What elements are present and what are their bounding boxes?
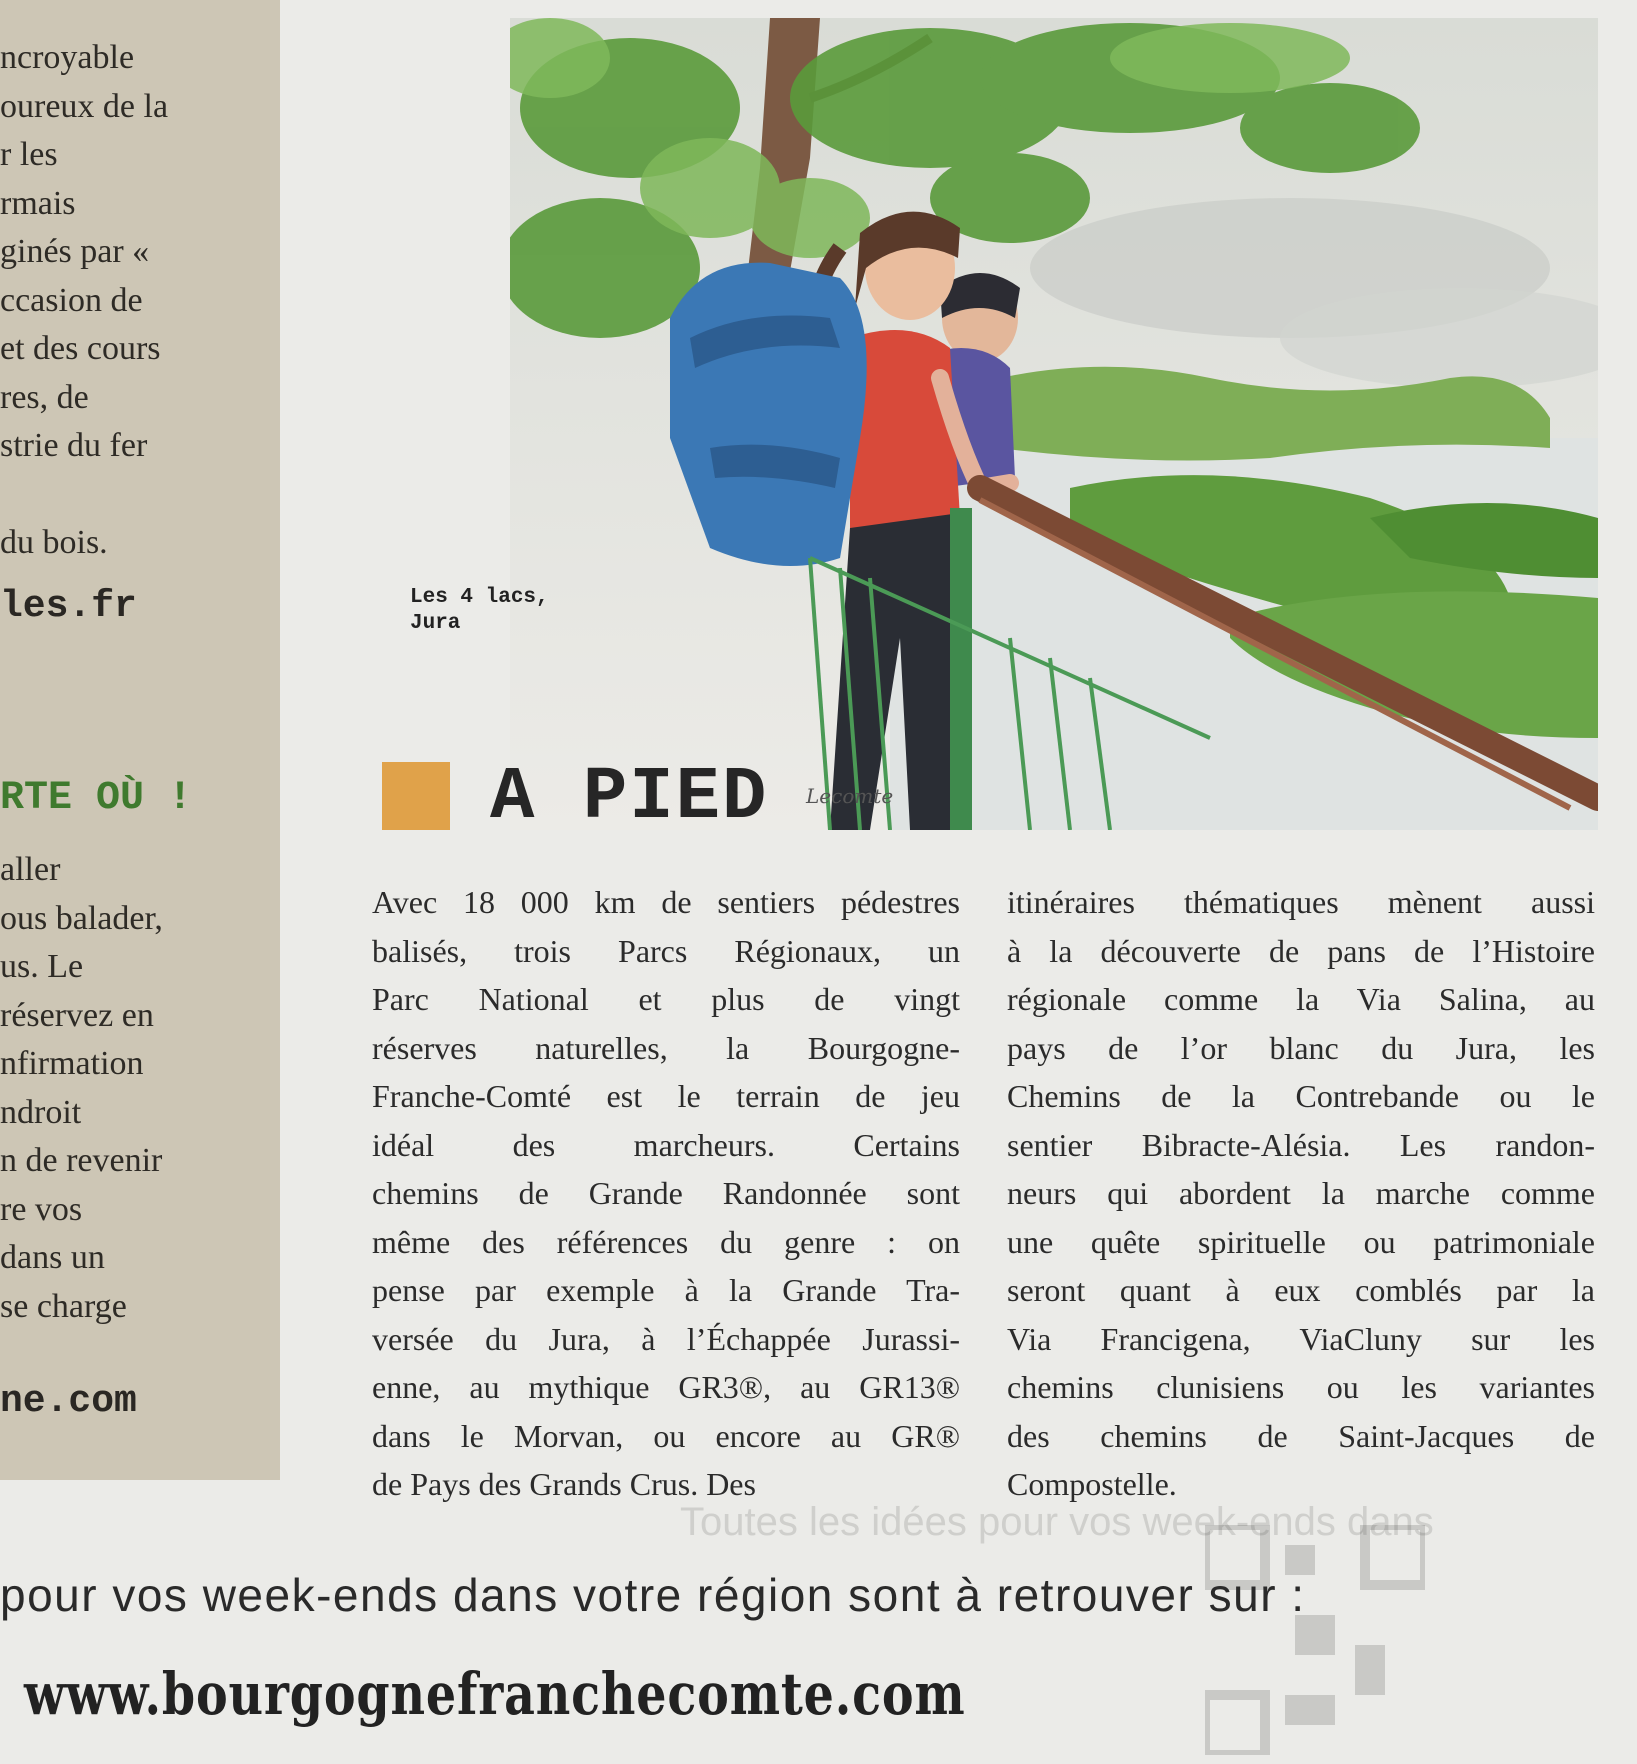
text-line: une quête spirituelle ou patrimoniale [1007,1223,1595,1260]
artist-signature: Lecomte [806,784,894,808]
article-heading: A PIED [490,756,769,840]
text-line: à la découverte de pans de l’Histoire [1007,932,1595,969]
text-line: oureux de la [0,87,169,125]
text-line: du bois. [0,524,108,561]
text-line: ndroit [0,1093,82,1131]
text-line [0,471,280,520]
text-line: Via Francigena, ViaCluny sur les [1007,1320,1595,1357]
hikers-illustration [510,18,1598,830]
text-line: chemins de Grande Randonnée sont [372,1175,960,1211]
text-line: res, de [0,378,89,416]
text-line: se charge [0,1287,127,1325]
text-line: ginés par « [0,233,150,270]
text-line: rmais [0,184,76,222]
text-line: neurs qui abordent la marche comme [1007,1175,1595,1211]
text-line: dans un [0,1239,105,1276]
caption-line-1: Les 4 lacs, [410,586,549,609]
text-line: Franche-Comté est le terrain de jeu [372,1078,960,1114]
sidebar-text-bottom [0,846,280,1331]
text-line: Chemins de la Contrebande ou le [1007,1078,1595,1114]
text-line: de Pays des Grands Crus. Des [372,1466,756,1502]
sidebar-url-bottom: ne.com [0,1380,137,1423]
footer-tagline: pour vos week-ends dans votre région sont à retrouver sur : [0,1569,1306,1621]
text-line: dans le Morvan, ou encore au GR® [372,1417,960,1454]
text-line: itinéraires thématiques mènent aussi [1007,884,1595,920]
text-line: ous balader, [0,899,163,937]
text-line: r les [0,136,58,173]
text-line: réservez en [0,996,154,1034]
caption-line-2: Jura [410,612,461,635]
qr-code-ghost [1205,1525,1425,1755]
text-line: même des références du genre : on [372,1223,960,1260]
footer-website: www.bourgognefranchecomte.com [24,1660,966,1728]
text-line: nfirmation [0,1045,144,1082]
text-line: ncroyable [0,39,135,76]
article-column-1 [372,878,960,1509]
text-line: chemins clunisiens ou les variantes [1007,1369,1595,1405]
text-line: re vos [0,1190,83,1228]
text-line: us. Le [0,948,84,985]
sidebar-panel [0,0,280,1480]
text-line: seront quant à eux comblés par la [1007,1272,1595,1308]
text-line: aller [0,851,61,888]
bleed-through-text: Toutes les idées pour vos week-ends dans [680,1500,1434,1544]
text-line: balisés, trois Parcs Régionaux, un [372,932,960,969]
illustration-caption [410,585,549,637]
text-line: Compostelle. [1007,1466,1177,1502]
text-line: enne, au mythique GR3®, au GR13® [372,1369,960,1405]
sidebar-text-top [0,34,280,568]
text-line: versée du Jura, à l’Échappée Jurassi- [372,1320,960,1357]
text-line: pays de l’or blanc du Jura, les [1007,1029,1595,1066]
heading-accent-square [382,762,450,830]
text-line: n de revenir [0,1142,163,1179]
text-line: régionale comme la Via Salina, au [1007,981,1595,1017]
text-line: réserves naturelles, la Bourgogne- [372,1029,960,1066]
text-line: ccasion de [0,281,143,319]
article-column-2 [1007,878,1595,1509]
text-line: et des cours [0,330,161,367]
text-line: des chemins de Saint-Jacques de [1007,1417,1595,1454]
text-line: Avec 18 000 km de sentiers pédestres [372,884,960,920]
text-line: strie du fer [0,427,148,464]
sidebar-url-top: les.fr [0,585,137,628]
text-line: Parc National et plus de vingt [372,981,960,1017]
text-line: idéal des marcheurs. Certains [372,1126,960,1163]
text-line: pense par exemple à la Grande Tra- [372,1272,960,1308]
sidebar-heading: RTE OÙ ! [0,776,193,821]
text-line: sentier Bibracte-Alésia. Les randon- [1007,1126,1595,1163]
